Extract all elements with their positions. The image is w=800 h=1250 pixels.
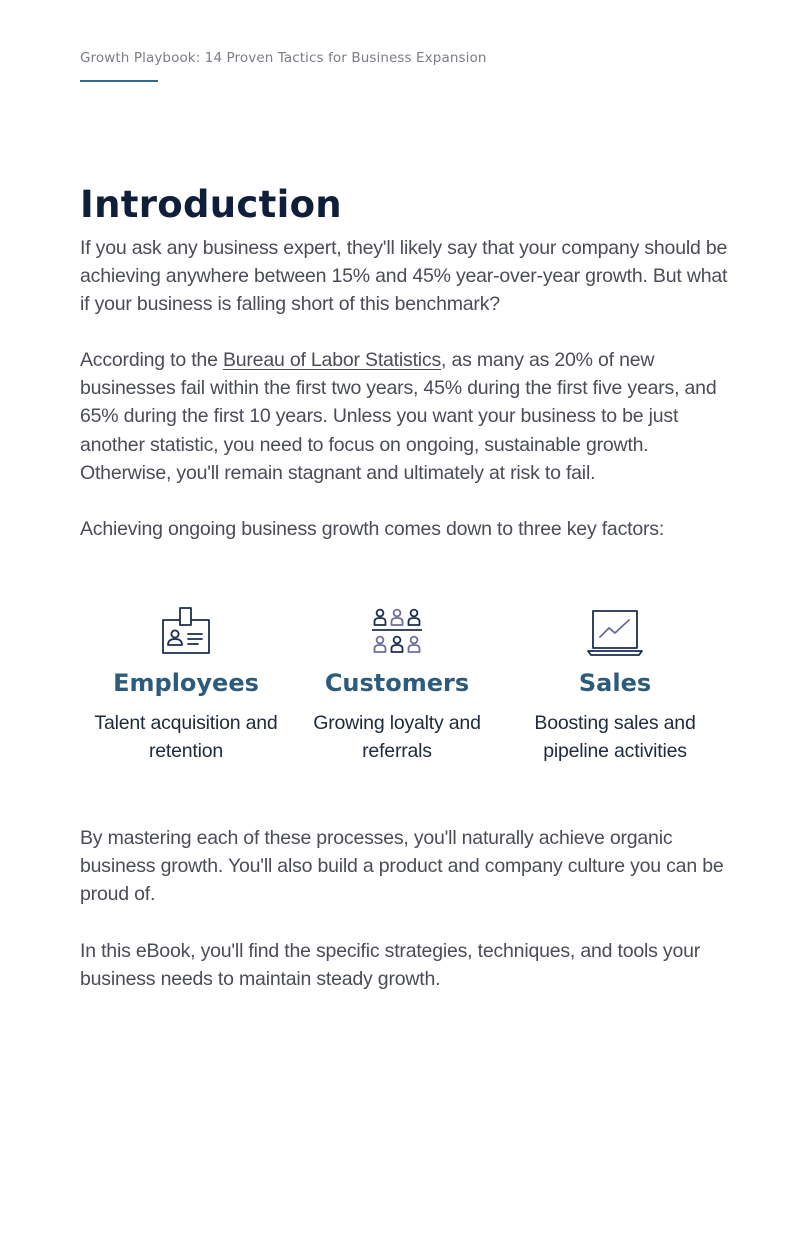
header-rule xyxy=(80,80,158,82)
factor-title: Sales xyxy=(578,669,652,697)
factor-employees xyxy=(86,605,286,765)
intro-paragraph-2 xyxy=(80,346,730,487)
people-group-icon xyxy=(368,605,426,659)
p2-text-after: , as many as 20% of new businesses fail within the first two years, 45% during the first five years, and 65% during the first 10 years. Unless you want your business to be just another statistic, you need to focus on ongoing, sustainable growth. Otherwise, you'll remain stagnant and ultimately at risk to fail. xyxy=(80,349,717,484)
factor-title: Customers xyxy=(324,669,470,697)
factor-description: Boosting sales and pipeline activities xyxy=(534,712,696,763)
p2-text-before: According to the xyxy=(80,349,223,371)
intro-paragraph-3: Achieving ongoing business growth comes down to three key factors: xyxy=(80,518,665,540)
factor-title: Employees xyxy=(113,669,259,697)
factor-customers xyxy=(302,605,492,765)
section-title: Introduction xyxy=(80,183,342,226)
id-badge-icon xyxy=(157,605,215,659)
closing-paragraph-2: In this eBook, you'll find the specific strategies, techniques, and tools your business needs to maintain steady growth. xyxy=(80,940,701,991)
intro-paragraph-1: If you ask any business expert, they'll likely say that your company should be achieving anywhere between 15% and 45% year-over-year growth. But what if your business is falling short of this benchmark? xyxy=(80,237,728,316)
laptop-chart-icon xyxy=(586,605,644,659)
bls-link[interactable]: Bureau of Labor Statistics xyxy=(222,349,442,371)
factor-description: Talent acquisition and retention xyxy=(94,712,278,763)
closing-paragraph-1: By mastering each of these processes, you'll naturally achieve organic business growth. You'll also build a product and company culture you can be proud of. xyxy=(80,827,724,906)
factor-description: Growing loyalty and referrals xyxy=(313,712,481,763)
factor-sales xyxy=(515,605,715,765)
running-header: Growth Playbook: 14 Proven Tactics for Business Expansion xyxy=(80,50,487,66)
